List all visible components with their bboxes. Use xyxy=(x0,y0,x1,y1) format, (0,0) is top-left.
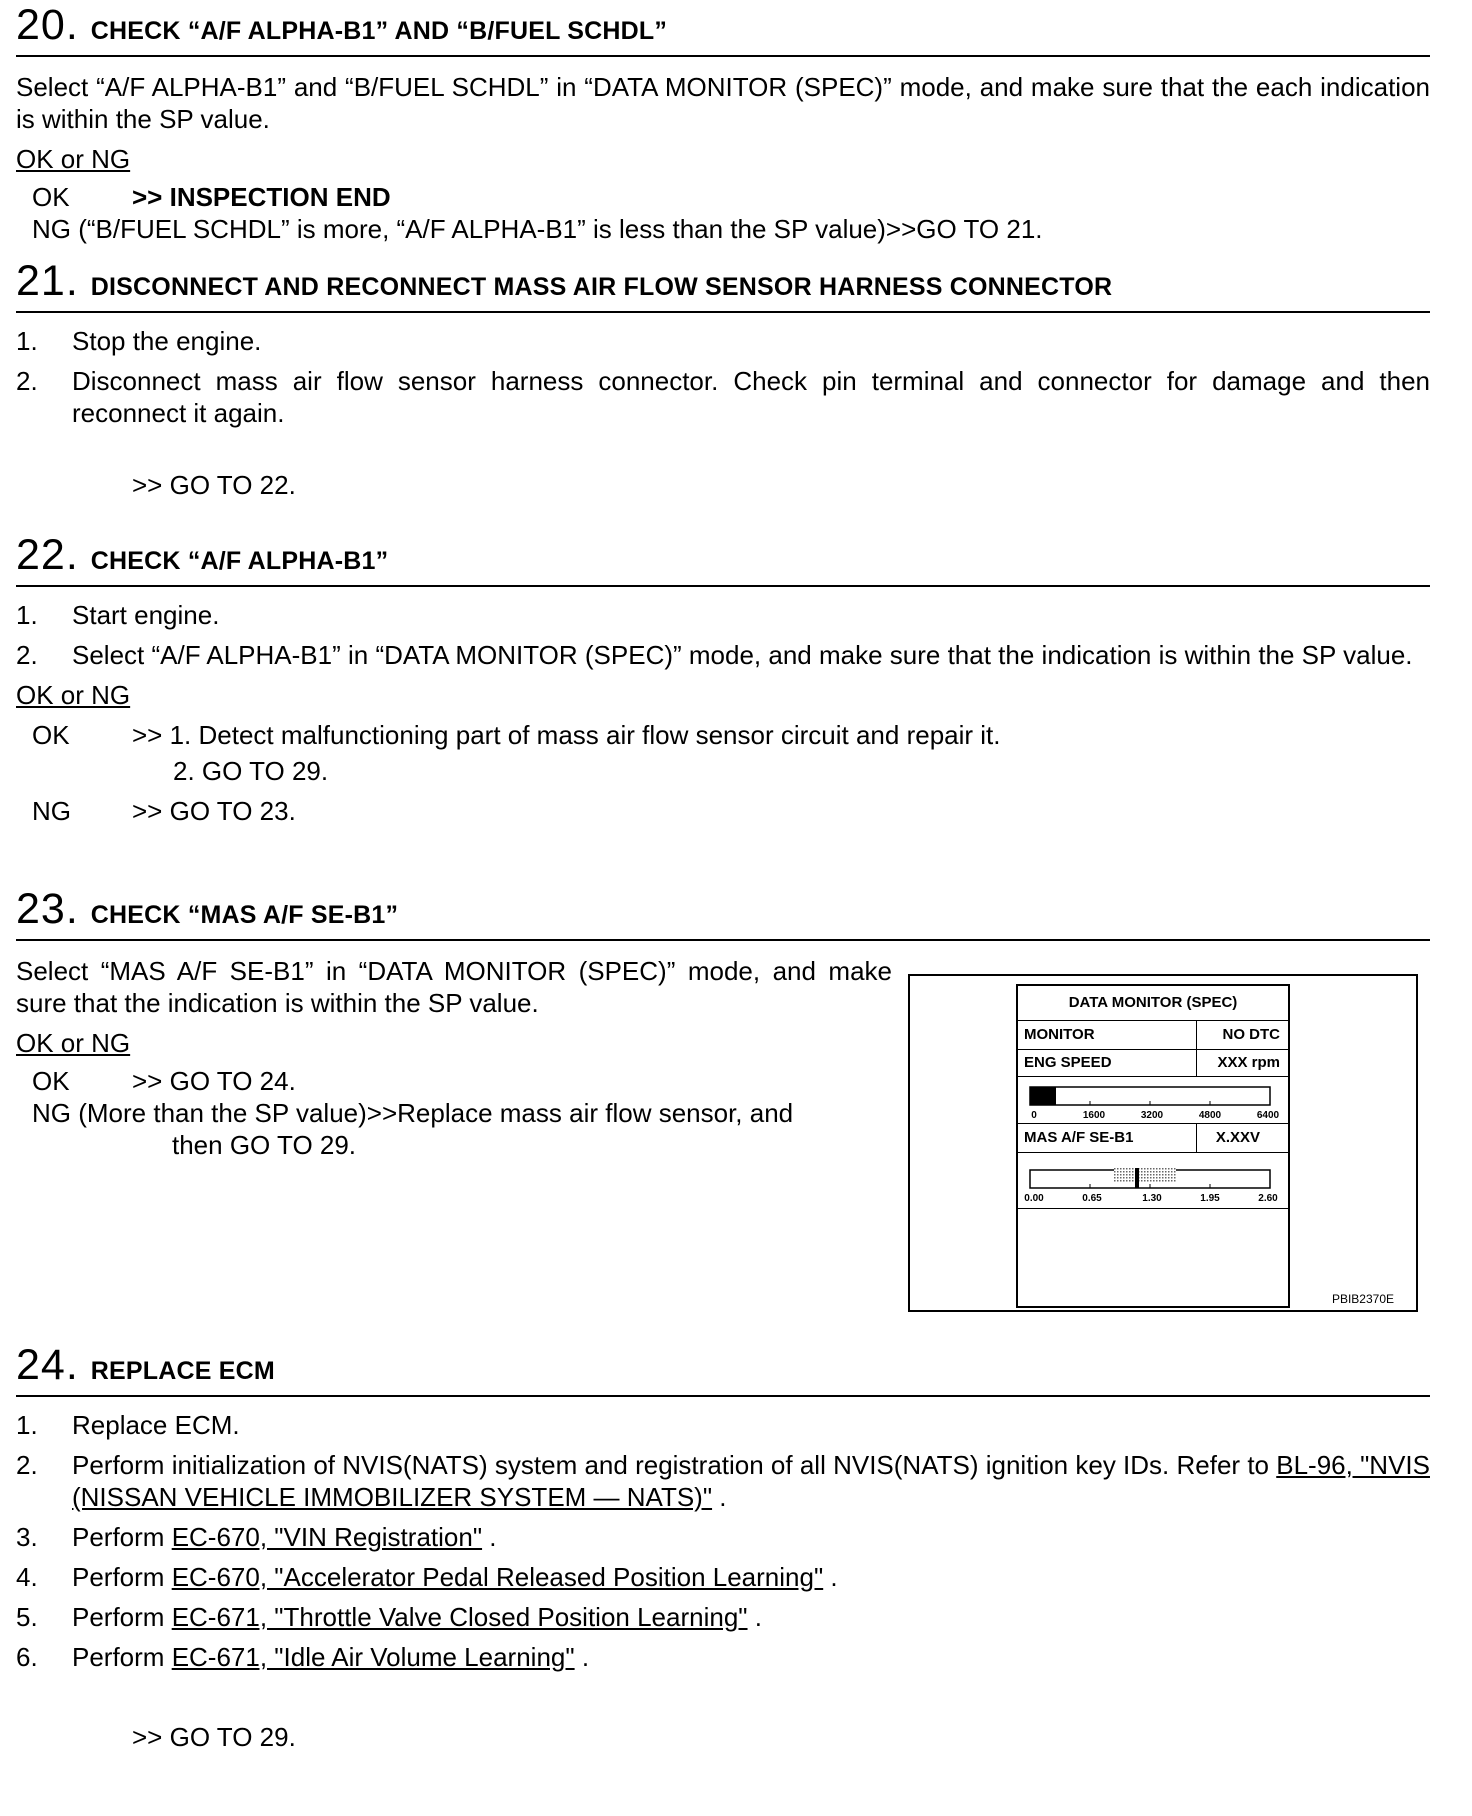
step-20 xyxy=(16,1,1430,245)
maf-tick-label: 0.00 xyxy=(1024,1193,1044,1204)
list-item: 1. Start engine. xyxy=(16,600,220,630)
step-number: 24. xyxy=(16,1341,79,1389)
step-title: REPLACE ECM xyxy=(90,1357,275,1385)
step-instruction: Select “MAS A/F SE-B1” in “DATA MONITOR (SPEC)” mode, and make sure that the indication is within the SP value. xyxy=(16,956,892,1018)
ok-or-ng-label: OK or NG xyxy=(16,144,131,174)
figure-code: PBIB2370E xyxy=(1331,1292,1394,1306)
step-24 xyxy=(16,1341,1430,1753)
ok-or-ng-label: OK or NG xyxy=(16,1028,131,1058)
step-title: DISCONNECT AND RECONNECT MASS AIR FLOW SENSOR HARNESS CONNECTOR xyxy=(90,273,1113,301)
step-title: CHECK “A/F ALPHA-B1” AND “B/FUEL SCHDL” xyxy=(90,17,668,45)
step-21 xyxy=(16,257,1430,501)
step-header xyxy=(16,885,1430,941)
maf-tick-label: 1.30 xyxy=(1142,1193,1162,1204)
list-item: 1. Stop the engine. xyxy=(16,326,262,356)
eng-tick-label: 0 xyxy=(1031,1110,1037,1121)
eng-speed-row: ENG SPEED XXX rpm xyxy=(1018,1050,1288,1077)
monitor-header: DATA MONITOR (SPEC) xyxy=(1018,986,1288,1021)
step-header xyxy=(16,1341,1430,1397)
monitor-row: MONITOR NO DTC xyxy=(1018,1021,1288,1050)
ok-result: >> INSPECTION END xyxy=(132,182,391,212)
ng-result: NG (More than the SP value)>>Replace mass air flow sensor, and xyxy=(32,1098,794,1128)
ng-result-cont: then GO TO 29. xyxy=(172,1130,357,1160)
list-item: 4. Perform EC-670, "Accelerator Pedal Released Position Learning" . xyxy=(16,1562,838,1592)
link-ec-671-throttle[interactable]: EC-671, "Throttle Valve Closed Position Learning" xyxy=(171,1602,748,1632)
eng-tick-label: 6400 xyxy=(1256,1110,1280,1121)
eng-tick-label: 1600 xyxy=(1082,1110,1106,1121)
ng-key: NG xyxy=(32,796,71,826)
list-item: 2. Select “A/F ALPHA-B1” in “DATA MONITOR (SPEC)” mode, and make sure that the indication is within the SP value. xyxy=(16,640,1413,670)
maf-tick-label: 1.95 xyxy=(1200,1193,1220,1204)
ok-result: >> GO TO 24. xyxy=(132,1066,296,1096)
ok-key: OK xyxy=(32,182,70,212)
step-title: CHECK “MAS A/F SE-B1” xyxy=(90,901,399,929)
eng-speed-gauge xyxy=(1018,1077,1284,1123)
list-item: 1. Replace ECM. xyxy=(16,1410,240,1440)
ng-result: >> GO TO 23. xyxy=(132,796,296,826)
ok-key: OK xyxy=(32,1066,70,1096)
link-ec-670-pedal[interactable]: EC-670, "Accelerator Pedal Released Position Learning" xyxy=(171,1562,824,1592)
link-bl-96[interactable]: BL-96, "NVIS (NISSAN VEHICLE IMMOBILIZER SYSTEM — NATS)" xyxy=(72,1450,1430,1512)
goto-instruction: >> GO TO 22. xyxy=(132,470,296,500)
mas-af-gauge xyxy=(1018,1156,1284,1206)
goto-instruction: >> GO TO 29. xyxy=(132,1722,296,1752)
link-ec-671-idle[interactable]: EC-671, "Idle Air Volume Learning" xyxy=(171,1642,575,1672)
list-item: 3. Perform EC-670, "VIN Registration" . xyxy=(16,1522,497,1552)
mas-af-row: MAS A/F SE-B1 X.XXV xyxy=(1018,1123,1288,1153)
step-number: 21. xyxy=(16,257,79,305)
step-header xyxy=(16,257,1430,313)
list-item: 6. Perform EC-671, "Idle Air Volume Learning" . xyxy=(16,1642,590,1672)
ng-result: NG (“B/FUEL SCHDL” is more, “A/F ALPHA-B1” is less than the SP value)>>GO TO 21. xyxy=(32,214,1043,244)
step-header xyxy=(16,1,1430,57)
data-monitor-figure xyxy=(908,974,1418,1312)
list-item: 5. Perform EC-671, "Throttle Valve Closed Position Learning" . xyxy=(16,1602,762,1632)
maf-tick-label: 0.65 xyxy=(1082,1193,1102,1204)
step-instruction: Select “A/F ALPHA-B1” and “B/FUEL SCHDL” in “DATA MONITOR (SPEC)” mode, and make sure that the each indication is within the SP value. xyxy=(16,72,1430,134)
gauge-bottom-rule xyxy=(1018,1208,1288,1209)
list-item: 2. Perform initialization of NVIS(NATS) system and registration of all NVIS(NATS) ignition key IDs. Refer to BL-96, "NVIS (NISSAN VEHICLE IMMOBILIZER SYSTEM — NATS)" . xyxy=(16,1450,1430,1512)
ok-result-step2: 2. GO TO 29. xyxy=(173,756,329,786)
step-number: 23. xyxy=(16,885,79,933)
maf-tick-label: 2.60 xyxy=(1258,1193,1278,1204)
eng-tick-label: 4800 xyxy=(1198,1110,1222,1121)
ok-or-ng-label: OK or NG xyxy=(16,680,131,710)
step-number: 22. xyxy=(16,531,79,579)
data-monitor-screen xyxy=(1016,984,1290,1308)
link-ec-670-vin[interactable]: EC-670, "VIN Registration" xyxy=(171,1522,483,1552)
step-header xyxy=(16,531,1430,587)
step-title: CHECK “A/F ALPHA-B1” xyxy=(90,547,389,575)
step-number: 20. xyxy=(16,1,79,49)
ok-result: >> 1. Detect malfunctioning part of mass air flow sensor circuit and repair it. xyxy=(132,720,1001,750)
step-22 xyxy=(16,531,1430,827)
eng-tick-label: 3200 xyxy=(1140,1110,1164,1121)
ok-key: OK xyxy=(32,720,70,750)
list-item: 2. Disconnect mass air flow sensor harness connector. Check pin terminal and connector for damage and then reconnect it again. xyxy=(16,366,1430,428)
